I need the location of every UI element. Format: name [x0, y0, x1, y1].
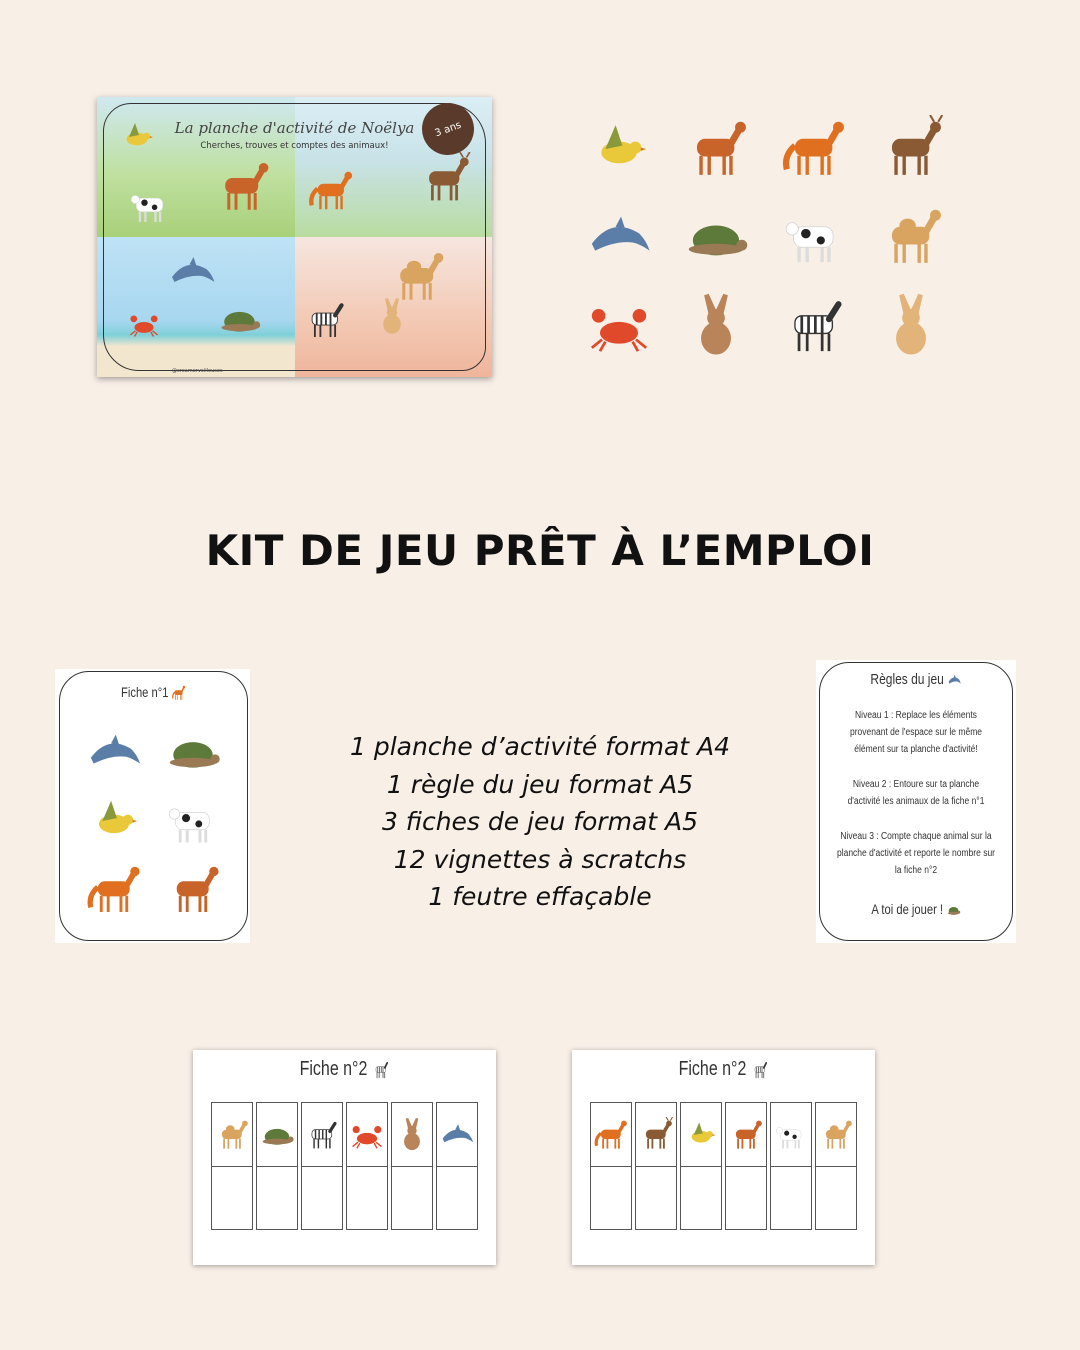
- deer-icon: [417, 152, 472, 207]
- animal-cell: [816, 1103, 856, 1167]
- horse-icon: [212, 157, 272, 217]
- rules-card: [816, 660, 1016, 943]
- dolphin-icon: [167, 247, 217, 297]
- activity-board-preview: [97, 97, 492, 377]
- zebra-icon: [372, 1058, 390, 1080]
- dolphin-icon: [85, 723, 143, 781]
- turtle-icon: [259, 1117, 295, 1153]
- bird-icon: [85, 792, 143, 850]
- sticker-grid: [570, 105, 960, 370]
- page-heading: KIT DE JEU PRÊT À L’EMPLOI: [205, 526, 875, 575]
- sticker: [765, 105, 863, 193]
- count-answer-cell[interactable]: [636, 1167, 676, 1229]
- animal-cell: [347, 1103, 387, 1167]
- fennec-icon: [877, 292, 945, 360]
- rabbit-icon: [394, 1117, 430, 1153]
- sticker: [668, 282, 766, 370]
- fiche-1-animal: [154, 856, 233, 925]
- crab-icon: [585, 292, 653, 360]
- zebra-icon: [302, 297, 348, 343]
- zebra-icon: [751, 1058, 769, 1080]
- count-column: [590, 1102, 632, 1230]
- camel-icon: [214, 1117, 250, 1153]
- crab-icon: [127, 307, 161, 341]
- count-table: [211, 1102, 478, 1230]
- count-answer-cell[interactable]: [212, 1167, 252, 1229]
- count-column: [680, 1102, 722, 1230]
- content-item: 1 feutre effaçable: [428, 882, 652, 911]
- crab-icon: [349, 1117, 385, 1153]
- fiche-2a-title: Fiche n°2: [223, 1058, 465, 1081]
- sticker: [668, 193, 766, 281]
- fiche-2-sheet-a: [193, 1050, 496, 1265]
- cow-icon: [164, 792, 222, 850]
- fiche-2-sheet-b: [572, 1050, 875, 1265]
- count-answer-cell[interactable]: [681, 1167, 721, 1229]
- animal-cell: [591, 1103, 631, 1167]
- sticker: [863, 105, 961, 193]
- fox-icon: [172, 684, 186, 700]
- rules-closing: A toi de jouer !: [849, 901, 983, 919]
- content-item: 3 fiches de jeu format A5: [381, 807, 699, 836]
- fennec-icon: [372, 297, 412, 337]
- camel-icon: [818, 1117, 854, 1153]
- animal-cell: [636, 1103, 676, 1167]
- content-item: 1 planche d’activité format A4: [349, 732, 731, 761]
- deer-icon: [877, 115, 945, 183]
- dolphin-icon: [439, 1117, 475, 1153]
- turtle-icon: [946, 901, 960, 917]
- rules-title: Règles du jeu: [849, 671, 983, 689]
- cow-icon: [773, 1117, 809, 1153]
- fiche-1-card: [55, 669, 250, 943]
- cow-icon: [780, 203, 848, 271]
- count-column: [635, 1102, 677, 1230]
- dolphin-icon: [947, 671, 961, 688]
- fiche-1-animal: [154, 786, 233, 855]
- sticker: [765, 193, 863, 281]
- sticker: [668, 105, 766, 193]
- count-answer-cell[interactable]: [347, 1167, 387, 1229]
- turtle-icon: [217, 297, 262, 342]
- animal-cell: [437, 1103, 477, 1167]
- count-answer-cell[interactable]: [257, 1167, 297, 1229]
- fiche-2b-title: Fiche n°2: [602, 1058, 844, 1081]
- count-answer-cell[interactable]: [392, 1167, 432, 1229]
- zebra-icon: [304, 1117, 340, 1153]
- age-badge: 3 ans: [415, 97, 482, 162]
- rules-level-3: Niveau 3 : Compte chaque animal sur la planche d'activité et reporte le nombre sur la fiche n°2: [836, 831, 996, 877]
- deer-icon: [638, 1117, 674, 1153]
- animal-cell: [771, 1103, 811, 1167]
- zebra-icon: [780, 292, 848, 360]
- fiche-1-animal: [75, 717, 154, 786]
- kit-contents-list: [300, 728, 780, 916]
- sticker: [765, 282, 863, 370]
- board-subtitle: Cherches, trouves et comptes des animaux!: [200, 141, 389, 151]
- animal-cell: [212, 1103, 252, 1167]
- board-credit: @creamerveilleuses: [172, 368, 223, 374]
- count-column: [436, 1102, 478, 1230]
- cow-icon: [127, 182, 173, 228]
- sticker: [570, 282, 668, 370]
- turtle-icon: [164, 723, 222, 781]
- fiche-1-title: Fiche n°1: [79, 684, 229, 702]
- count-column: [256, 1102, 298, 1230]
- fox-icon: [780, 115, 848, 183]
- count-answer-cell[interactable]: [302, 1167, 342, 1229]
- fox-icon: [593, 1117, 629, 1153]
- count-column: [725, 1102, 767, 1230]
- sticker: [570, 193, 668, 281]
- dolphin-icon: [585, 203, 653, 271]
- fox-icon: [307, 167, 355, 215]
- count-column: [815, 1102, 857, 1230]
- horse-icon: [164, 861, 222, 919]
- content-item: 1 règle du jeu format A5: [386, 769, 694, 799]
- count-answer-cell[interactable]: [726, 1167, 766, 1229]
- count-table: [590, 1102, 857, 1230]
- board-title: La planche d'activité de Noëlya: [174, 119, 415, 137]
- fox-icon: [85, 861, 143, 919]
- count-column: [211, 1102, 253, 1230]
- animal-cell: [257, 1103, 297, 1167]
- animal-cell: [681, 1103, 721, 1167]
- count-column: [301, 1102, 343, 1230]
- bird-icon: [117, 117, 157, 157]
- turtle-icon: [682, 203, 750, 271]
- sticker: [863, 282, 961, 370]
- rules-level-1: Niveau 1 : Replace les éléments provenant de l'espace sur le même élément sur ta planche d'activité!: [849, 710, 983, 756]
- count-answer-cell[interactable]: [437, 1167, 477, 1229]
- sticker: [570, 105, 668, 193]
- animal-cell: [726, 1103, 766, 1167]
- rabbit-icon: [682, 292, 750, 360]
- fiche-1-animal: [75, 786, 154, 855]
- fiche-1-animal: [154, 717, 233, 786]
- rules-level-2: Niveau 2 : Entoure sur ta planche d'activité les animaux de la fiche n°1: [847, 779, 985, 808]
- sticker: [863, 193, 961, 281]
- fiche-1-animal: [75, 856, 154, 925]
- count-column: [770, 1102, 812, 1230]
- count-answer-cell[interactable]: [771, 1167, 811, 1229]
- animal-cell: [392, 1103, 432, 1167]
- count-answer-cell[interactable]: [591, 1167, 631, 1229]
- count-column: [346, 1102, 388, 1230]
- count-column: [391, 1102, 433, 1230]
- count-answer-cell[interactable]: [816, 1167, 856, 1229]
- horse-icon: [728, 1117, 764, 1153]
- camel-icon: [877, 203, 945, 271]
- animal-cell: [302, 1103, 342, 1167]
- content-item: 12 vignettes à scratchs: [393, 844, 687, 874]
- horse-icon: [682, 115, 750, 183]
- bird-icon: [585, 115, 653, 183]
- bird-icon: [683, 1117, 719, 1153]
